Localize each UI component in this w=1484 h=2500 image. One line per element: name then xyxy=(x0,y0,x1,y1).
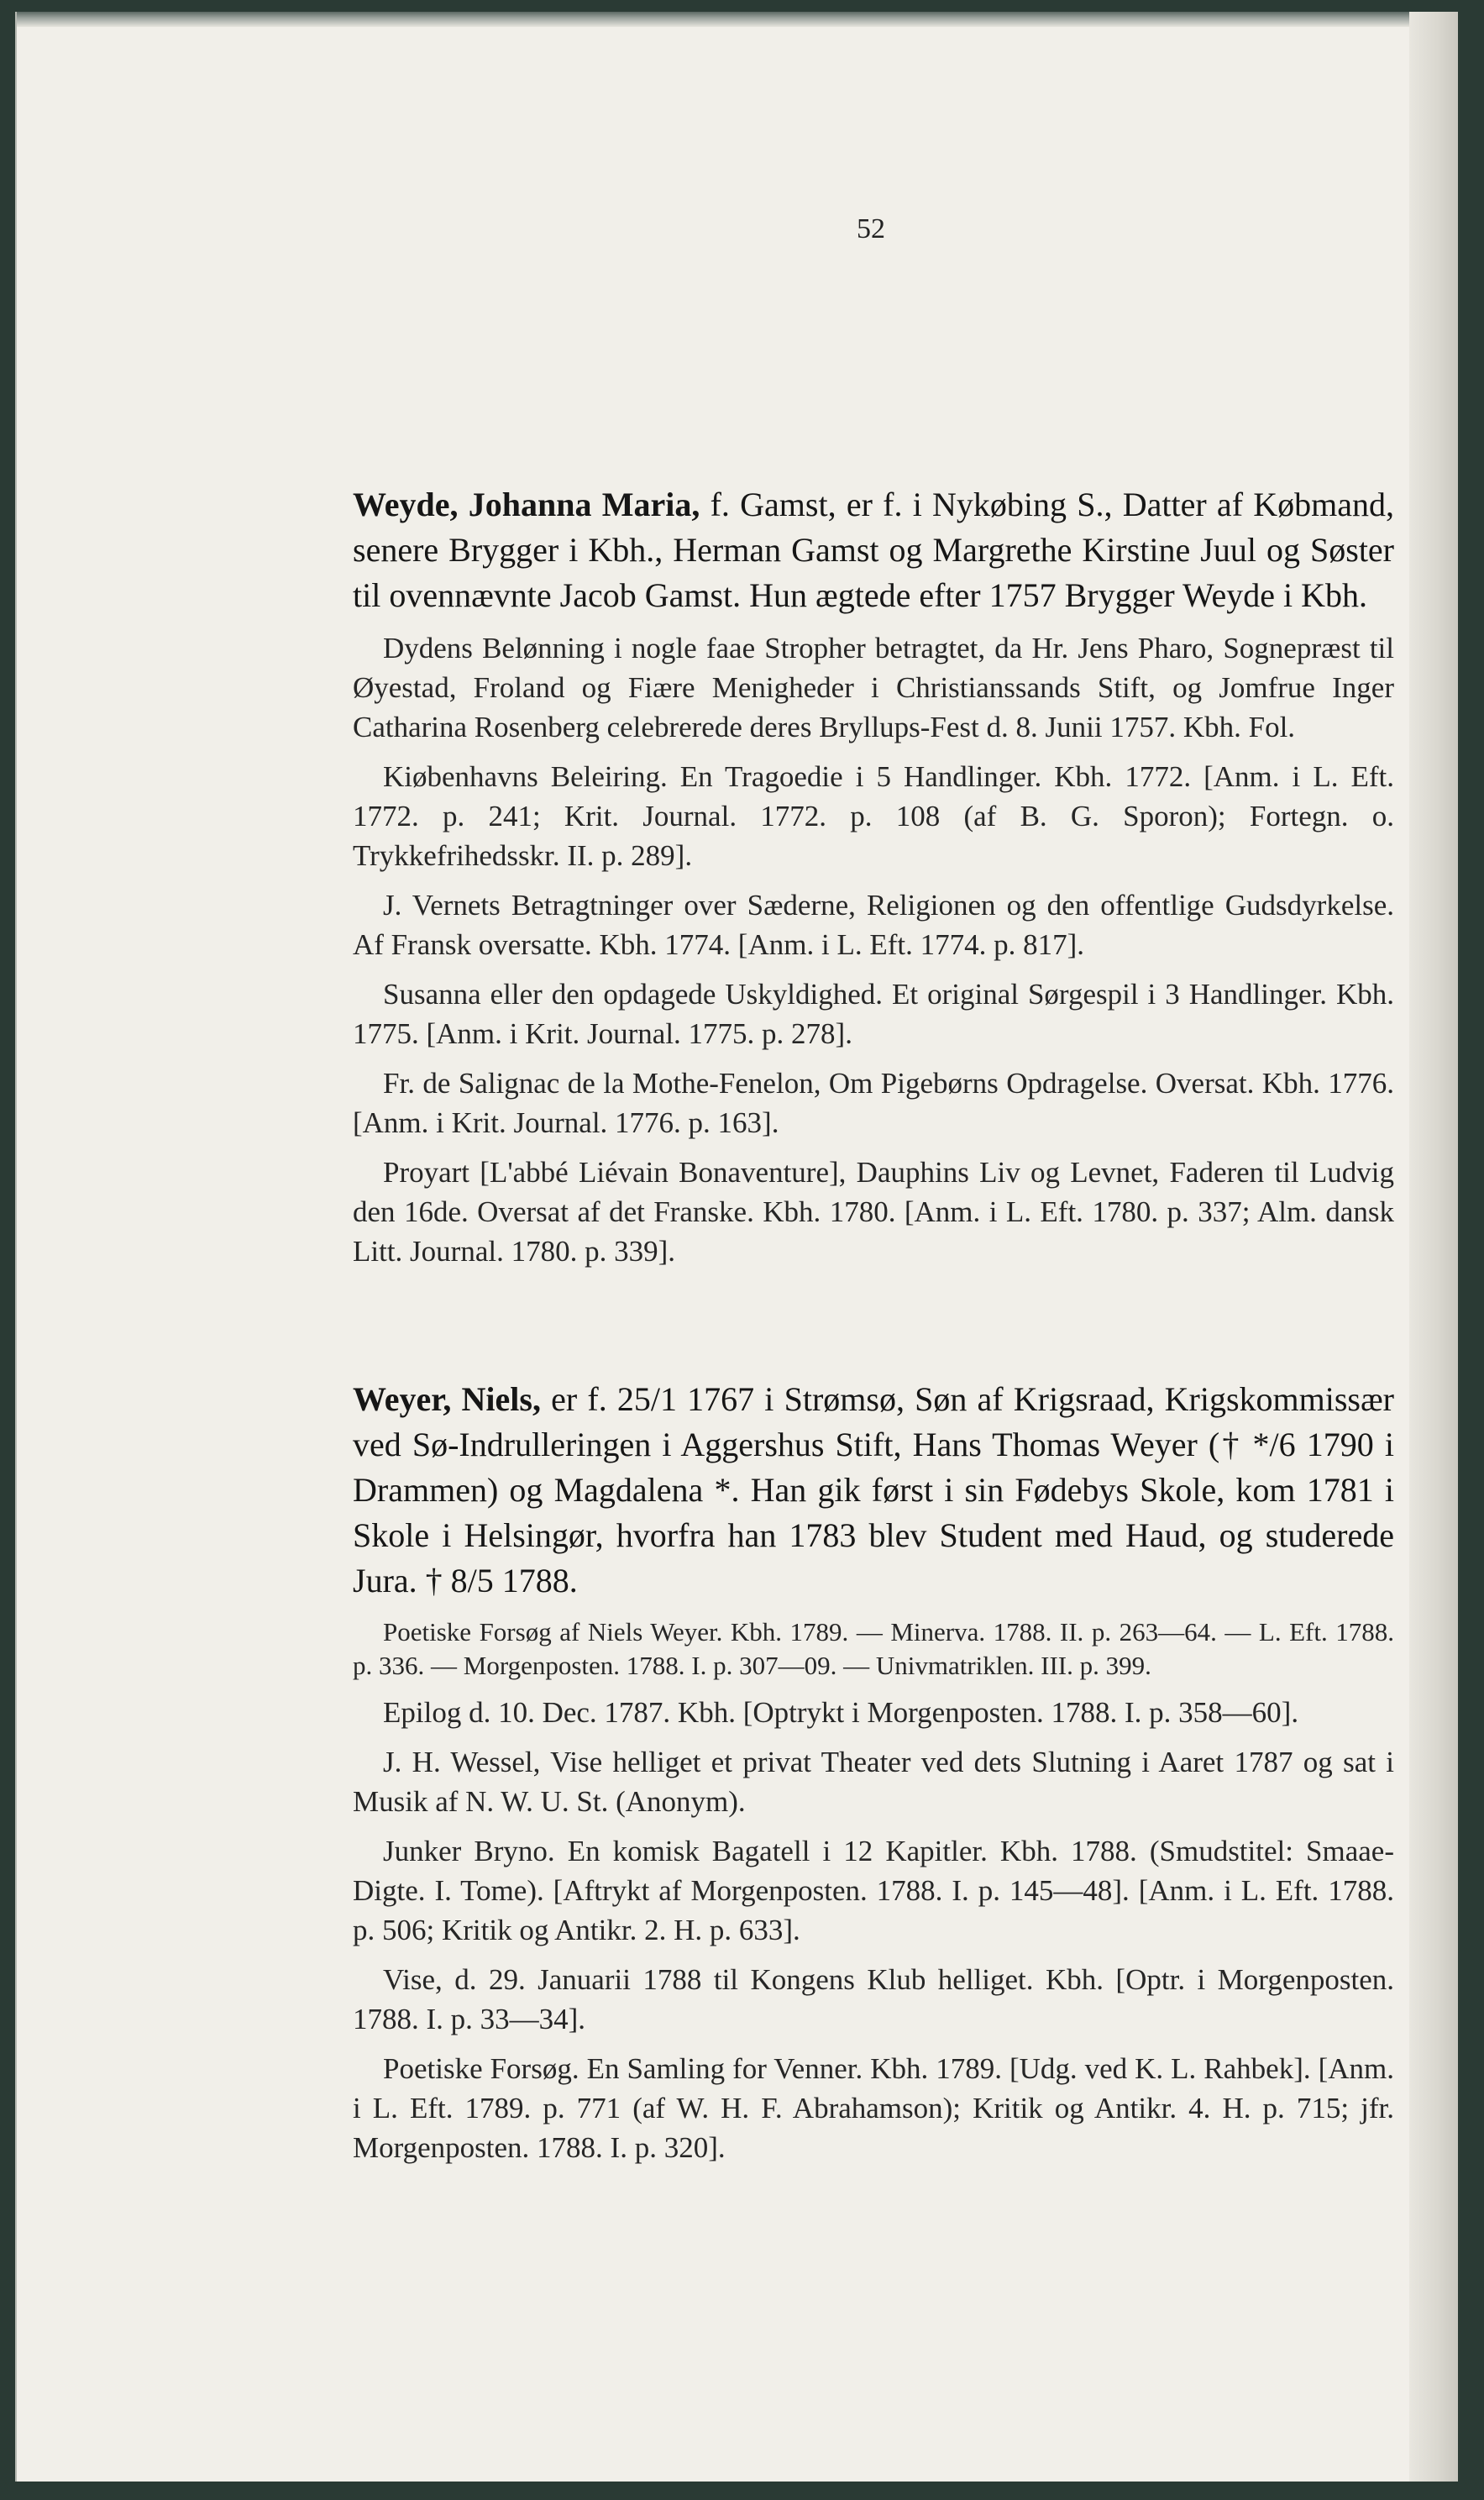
entry-heading xyxy=(353,482,1394,618)
work-item: Epilog d. 10. Dec. 1787. Kbh. [Optrykt i Morgenposten. 1788. I. p. 358—60]. xyxy=(383,1696,1299,1729)
work-item: Proyart [L'abbé Liévain Bonaventure], Dauphins Liv og Levnet, Faderen til Ludvig den 16de. Oversat af det Franske. Kbh. 1780. [Anm. i L. Eft. 1780. p. 337; Alm. dansk Litt. Journal. 1780. p. 339]. xyxy=(353,1156,1394,1268)
entry-weyde xyxy=(353,482,1394,1271)
entry-name: Weyer, Niels, xyxy=(353,1380,541,1418)
page-number: 52 xyxy=(857,213,885,244)
entry-intro: f. Gamst, er f. i Nykøbing S., Datter af Købmand, senere Brygger i Kbh., Herman Gamst og Margrethe Kirstine Juul og Søster til ovennævnte Jacob Gamst. Hun ægtede efter 1757 Brygger Weyde i Kbh. xyxy=(353,486,1394,614)
work-item: Poetiske Forsøg. En Samling for Venner. Kbh. 1789. [Udg. ved K. L. Rahbek]. [Anm. i L. Eft. 1789. p. 771 (af W. H. F. Abrahamson); Kritik og Antikr. 4. H. p. 715; jfr. Morgenposten. 1788. I. p. 320]. xyxy=(353,2052,1394,2164)
entry-intro: er f. 25/1 1767 i Strømsø, Søn af Krigsraad, Krigskommissær ved Sø-Indrulleringen i Aggershus Stift, Hans Thomas Weyer († */6 1790 i Drammen) og Magdalena *. Han gik først i sin Fødebys Skole, kom 1781 i Skole i Helsingør, hvorfra han 1783 blev Student med Haud, og studerede Jura. † 8/5 1788. xyxy=(353,1380,1394,1599)
entry-weyer xyxy=(353,1377,1394,2167)
entry-name: Weyde, Johanna Maria, xyxy=(353,486,700,523)
work-item: Junker Bryno. En komisk Bagatell i 12 Kapitler. Kbh. 1788. (Smudstitel: Smaae-Digte. I. Tome). [Aftrykt af Morgenposten. 1788. I. p. 145—48]. [Anm. i L. Eft. 1788. p. 506; Kritik og Antikr. 2. H. p. 633]. xyxy=(353,1835,1394,1946)
work-item: Kiøbenhavns Beleiring. En Tragoedie i 5 Handlinger. Kbh. 1772. [Anm. i L. Eft. 1772. p. 241; Krit. Journal. 1772. p. 108 (af B. G. Sporon); Fortegn. o. Trykkefrihedsskr. II. p. 289]. xyxy=(353,760,1394,872)
page-top-edge xyxy=(17,12,1458,27)
entry-heading xyxy=(353,1377,1394,1604)
work-item: Susanna eller den opdagede Uskyldighed. Et original Sørgespil i 3 Handlinger. Kbh. 1775. [Anm. i Krit. Journal. 1775. p. 278]. xyxy=(353,978,1394,1050)
page-binding-shadow xyxy=(1409,12,1458,2482)
references: Poetiske Forsøg af Niels Weyer. Kbh. 1789. — Minerva. 1788. II. p. 263—64. — L. Eft. 1788. p. 336. — Morgenposten. 1788. I. p. 307—09. — Univmatriklen. III. p. 399. xyxy=(353,1617,1394,1680)
work-item: J. H. Wessel, Vise helliget et privat Theater ved dets Slutning i Aaret 1787 og sat i Musik af N. W. U. St. (Anonym). xyxy=(353,1746,1394,1818)
work-item: Dydens Belønning i nogle faae Stropher betragtet, da Hr. Jens Pharo, Sognepræst til Øyestad, Froland og Fiære Menigheder i Christianssands Stift, og Jomfrue Inger Catharina Rosenberg celebrerede deres Bryllups-Fest d. 8. Junii 1757. Kbh. Fol. xyxy=(353,632,1394,743)
book-page xyxy=(15,12,1458,2482)
work-item: Vise, d. 29. Januarii 1788 til Kongens Klub helliget. Kbh. [Optr. i Morgenposten. 1788. I. p. 33—34]. xyxy=(353,1963,1394,2035)
work-item: Fr. de Salignac de la Mothe-Fenelon, Om Pigebørns Opdragelse. Oversat. Kbh. 1776. [Anm. i Krit. Journal. 1776. p. 163]. xyxy=(353,1067,1394,1139)
work-item: J. Vernets Betragtninger over Sæderne, Religionen og den offentlige Gudsdyrkelse. Af Fransk oversatte. Kbh. 1774. [Anm. i L. Eft. 1774. p. 817]. xyxy=(353,889,1394,961)
